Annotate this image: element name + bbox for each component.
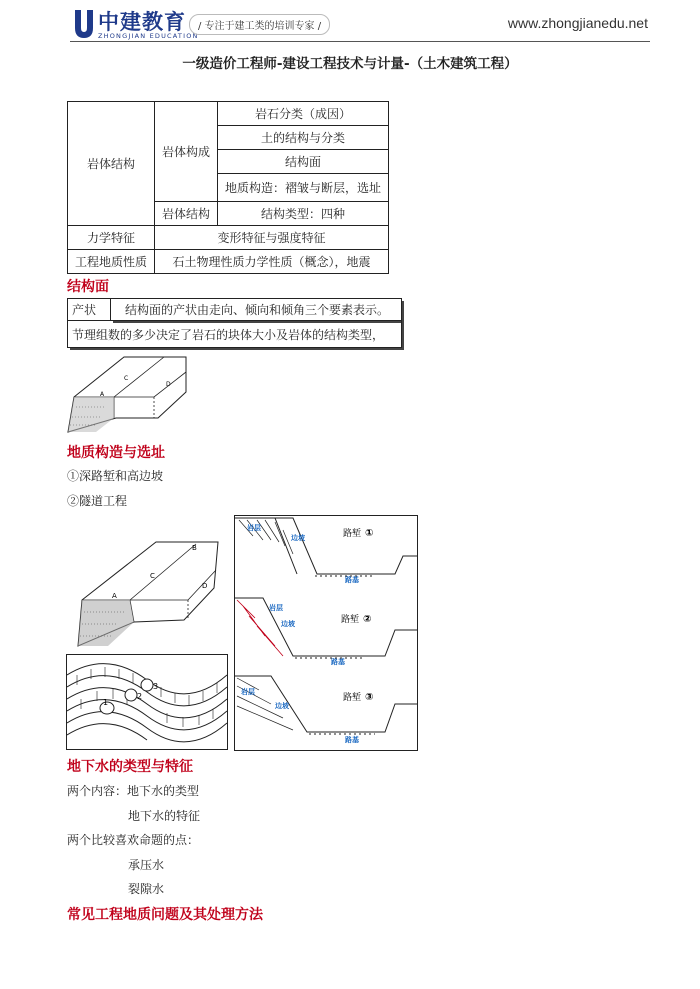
groundwater-line-4: 承压水 — [128, 858, 165, 872]
section-heading-groundwater: 地下水的类型与特征 — [67, 759, 193, 775]
road-cut-case-1 — [235, 518, 417, 584]
label-slope: 边坡 — [291, 534, 305, 542]
list-item-tunnel: ②隧道工程 — [67, 494, 128, 508]
point-label-a: A — [100, 391, 105, 398]
groundwater-line-3: 两个比较喜欢命题的点： — [67, 833, 200, 847]
list-item-deep-cut: ①深路堑和高边坡 — [67, 469, 164, 483]
logo-mark — [72, 8, 96, 44]
cell-label: 产状 — [68, 299, 111, 321]
structure-plane-table — [67, 298, 402, 348]
label-slope: 边坡 — [281, 620, 295, 628]
road-cut-case-3 — [235, 676, 417, 744]
label-roadbed: 路基 — [345, 736, 359, 744]
website-url[interactable]: www.zhongjianedu.net — [507, 15, 648, 31]
cell-item: 岩石分类（成因） — [218, 102, 389, 126]
point-label-a: A — [112, 592, 117, 600]
label-cut: 路堑 — [341, 615, 360, 625]
label-cut: 路堑 — [343, 693, 362, 703]
cell-sub1: 岩体构成 — [155, 102, 218, 202]
cell-value: 石土物理性质力学性质（概念），地震 — [155, 250, 389, 274]
cell-item: 结构面 — [218, 150, 389, 174]
groundwater-line-5: 裂隙水 — [128, 882, 165, 896]
label-rock: 岩层 — [247, 524, 261, 532]
section-heading-geology-problems: 常见工程地质问题及其处理方法 — [67, 907, 263, 923]
cell-item: 土的结构与分类 — [218, 126, 389, 150]
label-slope: 边坡 — [275, 702, 289, 710]
cell-text: 节理组数的多少决定了岩石的块体大小及岩体的结构类型， — [68, 321, 402, 348]
header-divider — [70, 41, 650, 42]
label-rock: 岩层 — [241, 688, 255, 696]
cell-item: 地质构造：褶皱与断层，选址 — [218, 174, 389, 202]
label-cut: 路堑 — [343, 529, 362, 539]
case-mark-1: ① — [365, 528, 374, 539]
road-cut-diagrams — [234, 515, 418, 751]
case-mark-3: ③ — [365, 692, 374, 703]
label-rock: 岩层 — [269, 604, 283, 612]
cell-group: 岩体结构 — [68, 102, 155, 226]
point-label-c: C — [150, 572, 155, 580]
point-label-d: D — [202, 582, 208, 590]
cell-value: 变形特征与强度特征 — [155, 226, 389, 250]
brand-name: 中建教育 — [98, 10, 186, 34]
cell-label: 工程地质性质 — [68, 250, 155, 274]
section-heading-geology-siting: 地质构造与选址 — [67, 445, 165, 461]
tunnel-label-2: 2 — [137, 692, 143, 701]
tagline: / 专注于建工类的培训专家 / — [189, 14, 330, 35]
cell-text: 结构面的产状由走向、倾向和倾角三个要素表示。 — [111, 299, 402, 321]
groundwater-line-1: 两个内容：地下水的类型 — [67, 784, 200, 798]
fold-tunnel-diagram — [66, 654, 228, 750]
road-cut-case-2 — [235, 598, 417, 666]
tunnel-label-3: 3 — [153, 682, 159, 691]
case-mark-2: ② — [363, 614, 372, 625]
cell-item: 结构类型：四种 — [218, 202, 389, 226]
point-label-c: C — [124, 375, 129, 382]
point-label-b: B — [192, 544, 197, 552]
point-label-d: D — [166, 381, 171, 388]
brand-english: ZHONGJIAN EDUCATION — [98, 32, 199, 40]
strata-diagram-large — [64, 530, 232, 652]
cell-label: 力学特征 — [68, 226, 155, 250]
section-heading-structure-plane: 结构面 — [67, 279, 109, 295]
document-title: 一级造价工程师-建设工程技术与计量-（土木建筑工程） — [182, 56, 518, 72]
label-roadbed: 路基 — [331, 658, 345, 666]
strata-diagram-small — [66, 352, 196, 438]
rock-structure-table — [67, 101, 389, 274]
cell-sub2: 岩体结构 — [155, 202, 218, 226]
tunnel-label-1: 1 — [103, 698, 109, 707]
groundwater-line-2: 地下水的特征 — [128, 809, 201, 823]
label-roadbed: 路基 — [345, 576, 359, 584]
